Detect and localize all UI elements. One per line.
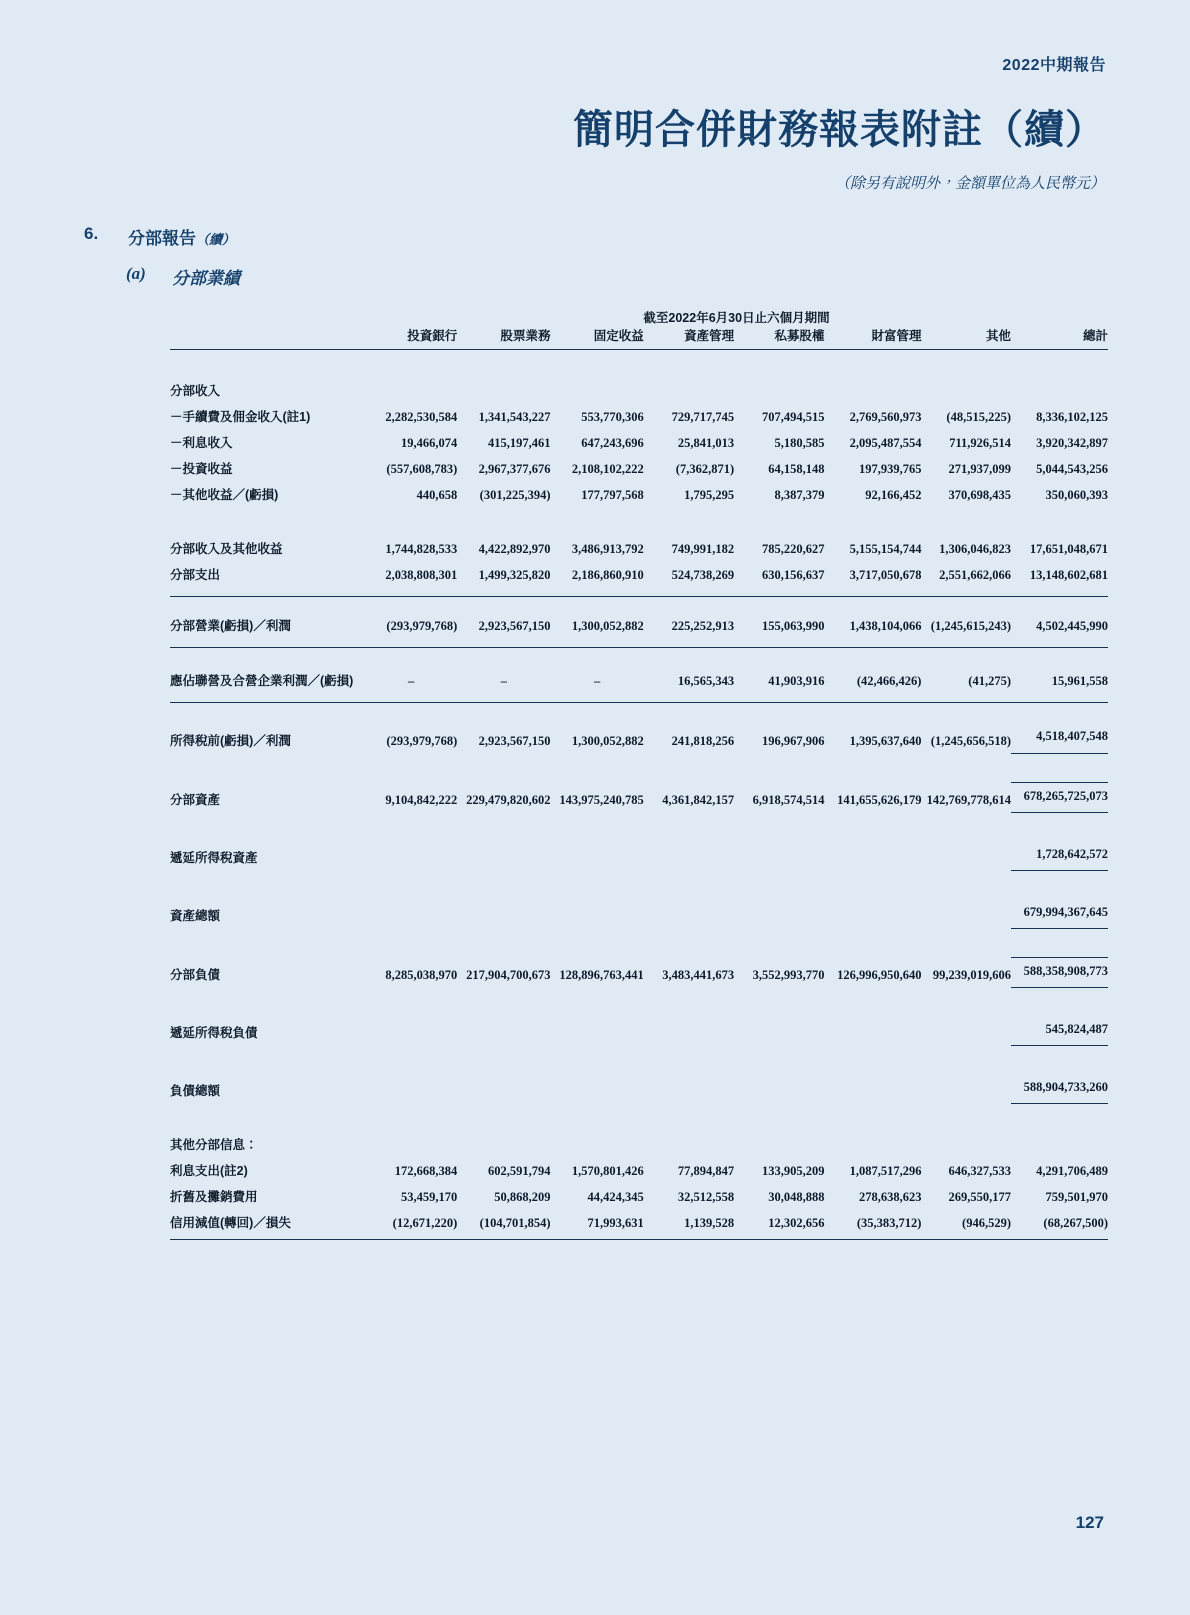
cell	[825, 899, 922, 929]
cell: 17,651,048,671	[1029, 542, 1108, 556]
period-header-spacer	[170, 308, 365, 326]
cell: 729,717,745	[671, 410, 735, 424]
spacer	[170, 1104, 1108, 1119]
cell: 2,095,487,554	[849, 436, 922, 450]
spacer	[170, 350, 1108, 365]
table-body	[170, 350, 1108, 1240]
cell: 707,494,515	[762, 410, 825, 424]
spacer	[170, 929, 1108, 944]
cell	[457, 1132, 550, 1158]
table-row	[170, 378, 1108, 404]
spacer	[170, 1060, 1108, 1074]
cell: 13,148,602,681	[1029, 568, 1108, 582]
cell: 2,923,567,150	[457, 703, 550, 754]
row-label: 分部負債	[170, 967, 221, 982]
cell: 155,063,990	[734, 597, 824, 640]
cell: 711,926,514	[949, 436, 1011, 450]
cell: 3,920,342,897	[1036, 436, 1108, 450]
cell	[921, 1132, 1011, 1158]
cell	[550, 1016, 643, 1046]
cell: (557,608,783)	[386, 462, 458, 476]
table-row	[170, 597, 1108, 640]
row-label: 分部營業(虧損)／利潤	[170, 597, 365, 640]
spacer	[170, 364, 1108, 378]
cell: 143,975,240,785	[559, 792, 644, 807]
cell	[921, 1074, 1011, 1104]
cell	[365, 1132, 457, 1158]
cell: (946,529)	[921, 1210, 1011, 1240]
cell: 1,139,528	[644, 1210, 734, 1240]
cell: 4,291,706,489	[1036, 1164, 1108, 1178]
spacer	[170, 1046, 1108, 1061]
row-label: 利息支出(註2)	[170, 1164, 248, 1178]
cell: 1,570,801,426	[571, 1164, 644, 1178]
row-label: 分部收入	[170, 384, 221, 398]
cell: 241,818,256	[644, 703, 734, 754]
cell: 759,501,970	[1045, 1190, 1108, 1204]
table-row	[170, 648, 1108, 695]
cell	[365, 1074, 457, 1104]
page-number: 127	[1075, 1513, 1104, 1532]
cell: 524,738,269	[671, 568, 735, 582]
cell	[921, 899, 1011, 929]
cell	[921, 1016, 1011, 1046]
table-row	[170, 783, 1108, 813]
cell: 370,698,435	[948, 488, 1011, 502]
cell	[1011, 1132, 1108, 1158]
row-label: 資產總額	[170, 908, 221, 923]
cell: 64,158,148	[768, 462, 825, 476]
cell: 128,896,763,441	[559, 967, 644, 982]
cell	[734, 1016, 824, 1046]
cell: 545,824,487	[1011, 1016, 1108, 1046]
cell: 4,502,445,990	[1011, 597, 1108, 640]
table-row	[170, 841, 1108, 871]
cell	[550, 841, 643, 871]
row-label: 遞延所得稅資產	[170, 850, 258, 865]
row-label: 折舊及攤銷費用	[170, 1190, 258, 1204]
cell: 3,717,050,678	[849, 568, 922, 582]
cell: (35,383,712)	[825, 1210, 922, 1240]
cell: 9,104,842,222	[385, 792, 458, 807]
cell: 630,156,637	[762, 568, 825, 582]
row-label: 分部收入及其他收益	[170, 542, 283, 556]
row-label: 應佔聯營及合營企業利潤／(虧損)	[170, 648, 365, 695]
cell: 15,961,558	[1011, 648, 1108, 695]
table-row	[170, 1210, 1108, 1240]
cell	[644, 1016, 734, 1046]
cell	[457, 1016, 550, 1046]
column-header-row	[170, 326, 1108, 350]
cell: 229,479,820,602	[466, 792, 551, 807]
table-row	[170, 430, 1108, 456]
cell: 647,243,696	[581, 436, 644, 450]
cell: 2,967,377,676	[478, 462, 551, 476]
period-header-row	[170, 308, 1108, 326]
table-row	[170, 404, 1108, 430]
cell: 5,044,543,256	[1036, 462, 1108, 476]
cell: (1,245,656,518)	[921, 703, 1011, 754]
cell: 133,905,209	[762, 1164, 825, 1178]
cell: 1,087,517,296	[849, 1164, 922, 1178]
cell: 2,108,102,222	[571, 462, 644, 476]
cell: 71,993,631	[550, 1210, 643, 1240]
table-row	[170, 562, 1108, 588]
cell: 278,638,623	[858, 1190, 922, 1204]
cell: 749,991,182	[671, 542, 735, 556]
row-label: 信用減值(轉回)／損失	[170, 1210, 365, 1240]
page-subtitle: （除另有說明外，金額單位為人民幣元）	[834, 176, 1105, 192]
cell: (293,979,768)	[365, 597, 457, 640]
cell: 8,285,038,970	[385, 967, 458, 982]
cell: 1,744,828,533	[385, 542, 458, 556]
row-label: 所得稅前(虧損)／利潤	[170, 703, 365, 754]
cell: 126,996,950,640	[837, 967, 922, 982]
section-number: 6.	[84, 224, 99, 243]
cell: 553,770,306	[581, 410, 644, 424]
cell	[921, 378, 1011, 404]
cell	[825, 841, 922, 871]
spacer	[170, 768, 1108, 783]
cell	[1011, 378, 1108, 404]
cell: (42,466,426)	[825, 648, 922, 695]
spacer	[170, 754, 1108, 769]
cell: 217,904,700,673	[466, 967, 551, 982]
cell: 44,424,345	[587, 1190, 644, 1204]
cell: 4,361,842,157	[662, 792, 735, 807]
table-row	[170, 482, 1108, 508]
cell	[550, 1132, 643, 1158]
cell: 1,395,637,640	[825, 703, 922, 754]
cell: 440,658	[416, 488, 458, 502]
cell: 53,459,170	[401, 1190, 458, 1204]
cell: 2,186,860,910	[571, 568, 644, 582]
running-head: 2022中期報告	[1002, 57, 1106, 74]
spacer	[170, 1118, 1108, 1132]
spacer	[170, 813, 1108, 828]
cell	[365, 378, 457, 404]
cell: 99,239,019,606	[932, 967, 1011, 982]
column-header-private-equity: 私募股權	[734, 326, 824, 350]
cell: 5,180,585	[774, 436, 825, 450]
row-label: －投資收益	[170, 462, 233, 476]
cell: (48,515,225)	[946, 410, 1011, 424]
cell	[644, 899, 734, 929]
cell: 1,300,052,882	[550, 597, 643, 640]
cell	[734, 378, 824, 404]
cell: (68,267,500)	[1011, 1210, 1108, 1240]
cell: 269,550,177	[948, 1190, 1011, 1204]
cell: 2,551,662,066	[939, 568, 1011, 582]
cell	[734, 1132, 824, 1158]
cell: 142,769,778,614	[926, 792, 1011, 807]
spacer	[170, 1002, 1108, 1016]
period-header: 截至2022年6月30日止六個月期間	[643, 311, 830, 325]
column-header-investment-banking: 投資銀行	[365, 326, 457, 350]
table-row	[170, 1132, 1108, 1158]
table-row	[170, 1184, 1108, 1210]
cell: 3,483,441,673	[662, 967, 735, 982]
cell: 1,438,104,066	[825, 597, 922, 640]
cell: 8,336,102,125	[1036, 410, 1108, 424]
spacer	[170, 639, 1108, 648]
cell	[825, 1132, 922, 1158]
column-header-total: 總計	[1011, 326, 1108, 350]
cell: (7,362,871)	[675, 462, 735, 476]
cell: (41,275)	[921, 648, 1011, 695]
cell: 271,937,099	[948, 462, 1011, 476]
cell: (12,671,220)	[365, 1210, 457, 1240]
cell	[365, 899, 457, 929]
cell	[644, 1132, 734, 1158]
row-label-header	[170, 326, 365, 350]
cell: 92,166,452	[865, 488, 922, 502]
cell: 3,552,993,770	[752, 967, 825, 982]
cell: 3,486,913,792	[571, 542, 644, 556]
cell	[825, 1016, 922, 1046]
cell: 177,797,568	[581, 488, 644, 502]
spacer	[170, 827, 1108, 841]
cell: 1,341,543,227	[478, 410, 551, 424]
cell	[550, 378, 643, 404]
spacer	[170, 522, 1108, 536]
cell: 1,795,295	[684, 488, 735, 502]
cell: 1,306,046,823	[939, 542, 1011, 556]
cell: 197,939,765	[858, 462, 922, 476]
table-row	[170, 1158, 1108, 1184]
cell	[457, 841, 550, 871]
cell: 1,300,052,882	[550, 703, 643, 754]
cell: (293,979,768)	[365, 703, 457, 754]
cell: 225,252,913	[644, 597, 734, 640]
column-header-equity: 股票業務	[457, 326, 550, 350]
column-header-others: 其他	[921, 326, 1011, 350]
cell: 588,358,908,773	[1011, 958, 1108, 988]
segment-results-table	[170, 308, 1108, 1240]
section-heading-cont: （續）	[196, 232, 236, 247]
cell: 8,387,379	[774, 488, 825, 502]
cell: 588,904,733,260	[1011, 1074, 1108, 1104]
cell: 646,327,533	[948, 1164, 1011, 1178]
cell: 172,668,384	[394, 1164, 458, 1178]
spacer	[170, 988, 1108, 1003]
cell: 141,655,626,179	[837, 792, 922, 807]
cell	[921, 841, 1011, 871]
cell	[825, 378, 922, 404]
row-label: －其他收益／(虧損)	[170, 488, 279, 502]
cell: (1,245,615,243)	[921, 597, 1011, 640]
cell: 350,060,393	[1045, 488, 1108, 502]
cell: 16,565,343	[644, 648, 734, 695]
cell: 4,422,892,970	[478, 542, 551, 556]
cell: –	[365, 648, 457, 695]
row-label: 遞延所得稅負債	[170, 1025, 258, 1040]
cell: 5,155,154,744	[849, 542, 922, 556]
cell: 12,302,656	[734, 1210, 824, 1240]
spacer	[170, 885, 1108, 899]
subsection-heading: 分部業績	[172, 269, 240, 288]
cell: 2,923,567,150	[457, 597, 550, 640]
cell: 32,512,558	[677, 1190, 735, 1204]
cell: 678,265,725,073	[1011, 783, 1108, 813]
cell	[550, 899, 643, 929]
spacer	[170, 871, 1108, 886]
section-heading	[128, 224, 235, 249]
column-header-fixed-income: 固定收益	[550, 326, 643, 350]
table-row	[170, 456, 1108, 482]
column-header-asset-management: 資產管理	[644, 326, 734, 350]
table-row	[170, 1016, 1108, 1046]
row-label: －利息收入	[170, 436, 233, 450]
cell: –	[457, 648, 550, 695]
table-row	[170, 958, 1108, 988]
spacer	[170, 943, 1108, 958]
cell: 50,868,209	[494, 1190, 551, 1204]
cell: 19,466,074	[401, 436, 458, 450]
spacer	[170, 508, 1108, 522]
cell: 1,499,325,820	[478, 568, 551, 582]
row-label: 其他分部信息：	[170, 1138, 258, 1152]
cell: 1,728,642,572	[1011, 841, 1108, 871]
page-title: 簡明合併財務報表附註（續）	[573, 108, 1106, 152]
table-head	[170, 308, 1108, 350]
cell: 25,841,013	[677, 436, 735, 450]
cell: 2,038,808,301	[385, 568, 458, 582]
subsection-letter: (a)	[126, 264, 146, 283]
cell: –	[550, 648, 643, 695]
row-label: 分部資產	[170, 792, 221, 807]
cell: 415,197,461	[487, 436, 551, 450]
spacer	[170, 588, 1108, 597]
cell	[365, 841, 457, 871]
cell: 6,918,574,514	[752, 792, 825, 807]
column-header-wealth-management: 財富管理	[825, 326, 922, 350]
cell: 785,220,627	[762, 542, 825, 556]
cell: (301,225,394)	[479, 488, 551, 502]
cell: 602,591,794	[487, 1164, 551, 1178]
cell: 4,518,407,548	[1011, 703, 1108, 754]
cell: 41,903,916	[734, 648, 824, 695]
segment-table-container	[170, 308, 1108, 1240]
cell	[644, 1074, 734, 1104]
table-row	[170, 536, 1108, 562]
cell	[457, 378, 550, 404]
cell	[734, 899, 824, 929]
table-row	[170, 703, 1108, 754]
cell	[644, 841, 734, 871]
cell: (104,701,854)	[457, 1210, 550, 1240]
cell: 679,994,367,645	[1011, 899, 1108, 929]
row-label: －手續費及佣金收入(註1)	[170, 410, 311, 424]
cell	[550, 1074, 643, 1104]
cell	[644, 378, 734, 404]
cell: 196,967,906	[734, 703, 824, 754]
spacer	[170, 694, 1108, 703]
cell: 77,894,847	[677, 1164, 735, 1178]
section-heading-text: 分部報告	[128, 229, 196, 248]
row-label: 負債總額	[170, 1083, 221, 1098]
table-row	[170, 1074, 1108, 1104]
cell: 2,769,560,973	[849, 410, 922, 424]
cell: 30,048,888	[768, 1190, 825, 1204]
cell	[734, 1074, 824, 1104]
row-label: 分部支出	[170, 568, 221, 582]
cell	[825, 1074, 922, 1104]
table-row	[170, 899, 1108, 929]
cell: 2,282,530,584	[385, 410, 458, 424]
cell	[457, 1074, 550, 1104]
cell	[365, 1016, 457, 1046]
cell	[734, 841, 824, 871]
cell	[457, 899, 550, 929]
